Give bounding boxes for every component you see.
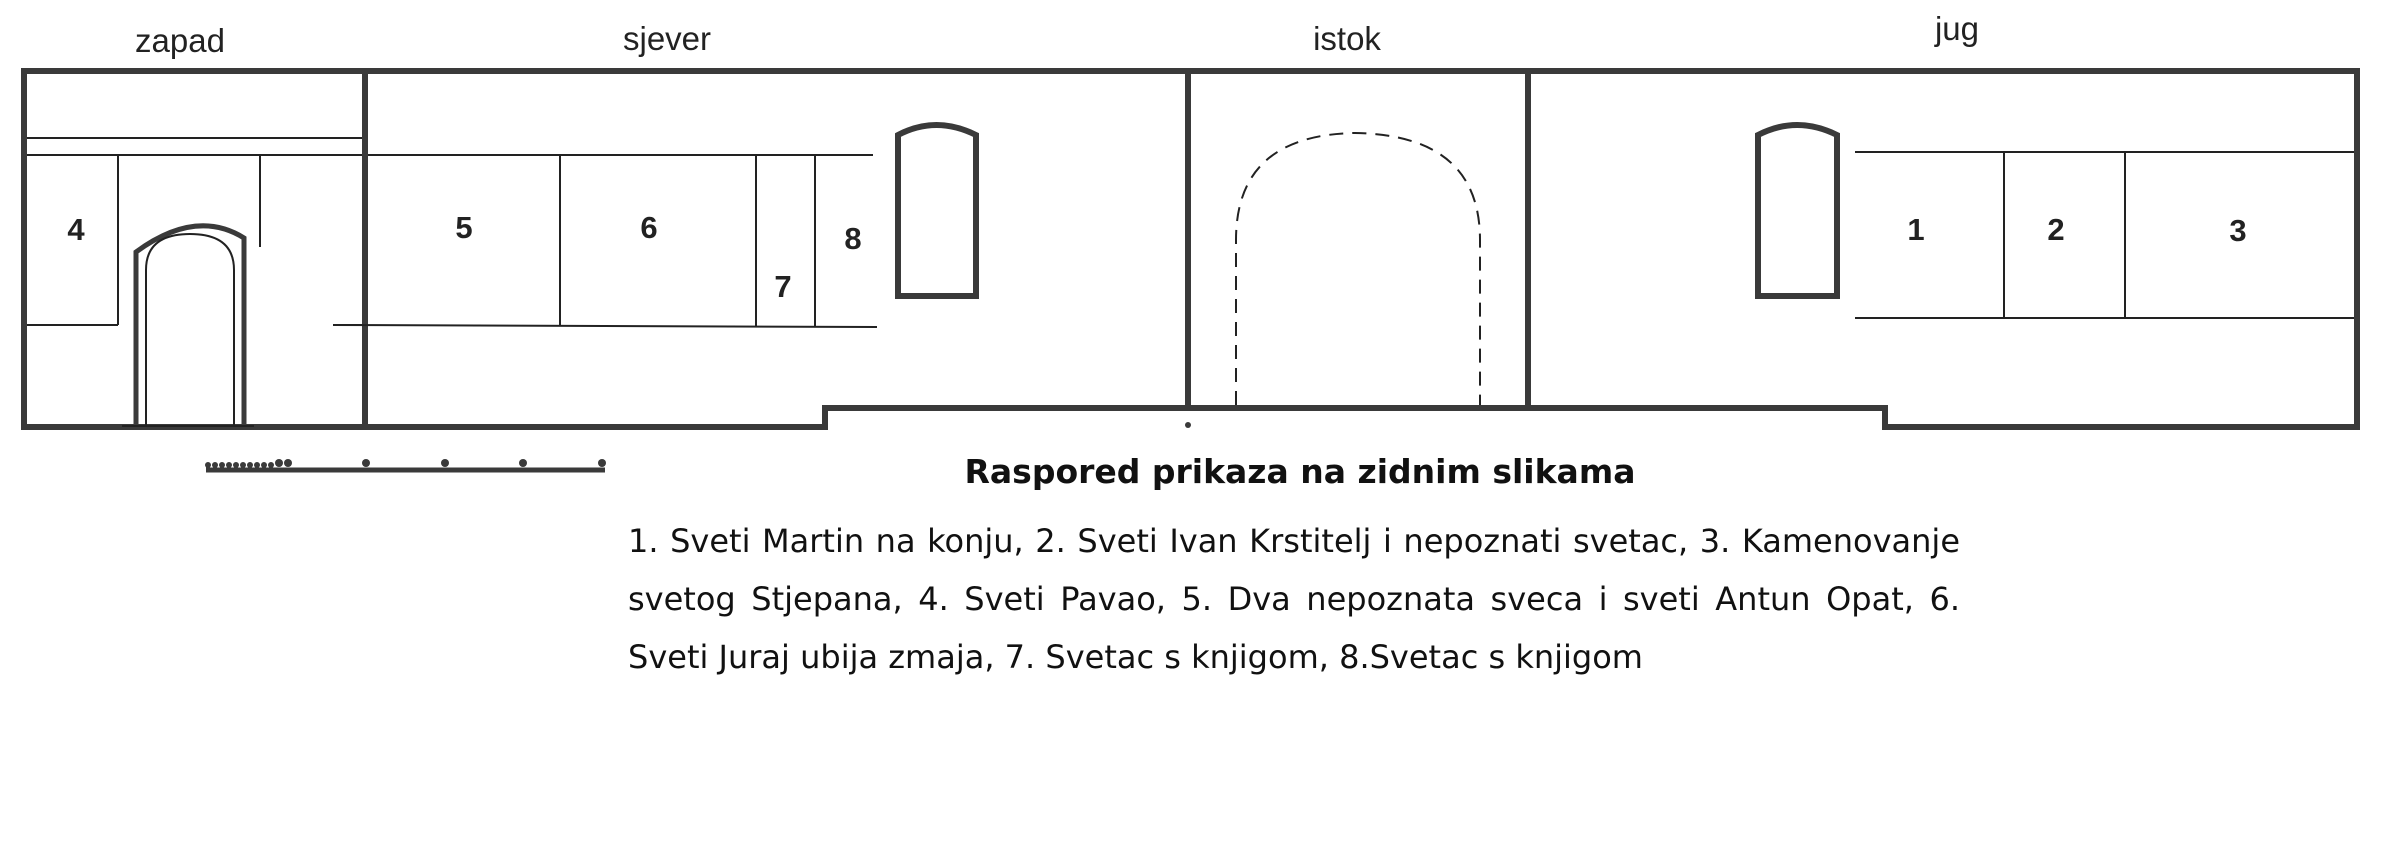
panel-number-5: 5	[455, 210, 473, 245]
east-blind-arch	[1236, 133, 1480, 405]
panel-number-1: 1	[1907, 212, 1925, 247]
west-door-inner	[146, 234, 234, 427]
legend-text: 1. Sveti Martin na konju, 2. Sveti Ivan Krstitelj i nepoznati svetac, 3. Kamenovanje svetog Stjepana, 4. Sveti Pavao, 5. Dva nepoznata sveca i sveti Antun Opat, 6. Sveti Juraj ubija zmaja, 7. Svetac s knjigom, 8.Svetac s knjigom	[628, 522, 1960, 676]
wall-marker-dot	[1185, 422, 1191, 428]
north-window	[898, 125, 976, 296]
panel-number-7: 7	[774, 269, 792, 304]
panel-number-2: 2	[2047, 212, 2065, 247]
legend-title: Raspored prikaza na zidnim slikama	[964, 452, 1636, 491]
west-wall	[27, 138, 362, 427]
panel-number-4: 4	[67, 212, 85, 247]
wall-label-north: sjever	[622, 20, 712, 57]
wall-label-south: jug	[1934, 10, 1980, 47]
east-wall	[1236, 133, 1480, 405]
west-door-outer	[136, 226, 244, 427]
panel-number-6: 6	[640, 210, 658, 245]
wall-label-east: istok	[1313, 20, 1381, 57]
scale-bar	[205, 459, 606, 470]
panel-number-3: 3	[2229, 213, 2247, 248]
wall-label-west: zapad	[135, 22, 225, 59]
panel-number-8: 8	[844, 221, 862, 256]
south-window	[1758, 125, 1837, 296]
